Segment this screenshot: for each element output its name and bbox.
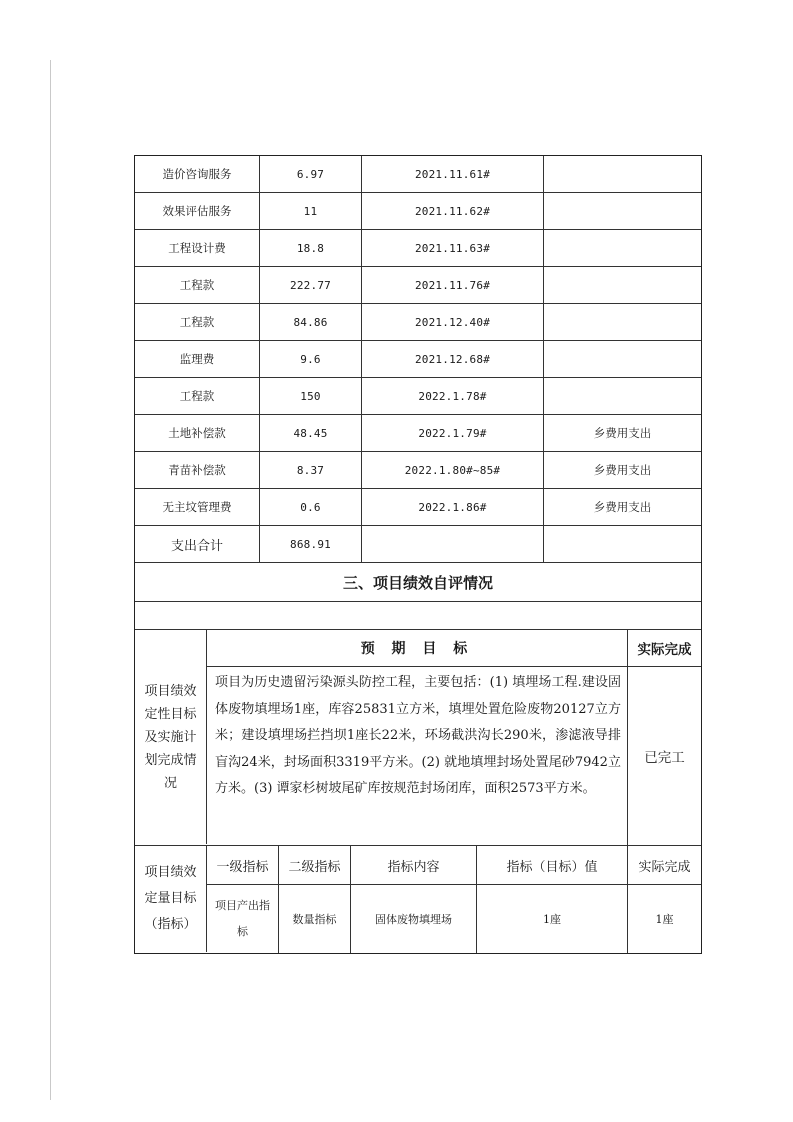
scan-margin-line [50,60,51,1100]
completion-status: 已完工 [644,750,685,766]
expense-amount: 0.6 [260,489,362,525]
blank-row [135,602,701,630]
table-row [135,415,701,452]
header-content: 指标内容 [351,846,477,884]
expense-item: 工程款 [135,304,260,340]
expense-amount: 11 [260,193,362,229]
expense-item: 无主坟管理费 [135,489,260,525]
qualitative-label: 项目绩效定性目标及实施计划完成情况 [135,630,207,844]
expense-item: 造价咨询服务 [135,156,260,192]
table-row [207,885,701,953]
expense-item: 工程设计费 [135,230,260,266]
level1-indicator: 项目产出指标 [207,885,279,953]
expense-note: 乡费用支出 [593,500,652,514]
total-label: 支出合计 [135,526,260,562]
actual-header: 实际完成 [628,630,701,667]
expense-voucher: 2021.11.76# [362,267,544,303]
expense-item: 工程款 [135,378,260,414]
expense-note [544,193,701,229]
expense-item: 青苗补偿款 [135,452,260,488]
expense-amount: 48.45 [260,415,362,451]
total-note [544,526,701,562]
section-title: 三、项目绩效自评情况 [135,563,701,602]
indicator-content: 固体废物填埋场 [351,885,477,953]
expense-note [544,304,701,340]
qualitative-actual [628,630,701,845]
expense-amount: 222.77 [260,267,362,303]
expense-amount: 84.86 [260,304,362,340]
expense-amount: 8.37 [260,452,362,488]
quantitative-table [207,846,701,953]
quantitative-header-row [207,846,701,885]
table-row [135,452,701,489]
indicator-actual: 1座 [655,913,674,926]
table-row [135,193,701,230]
header-target: 指标（目标）值 [477,846,628,884]
total-voucher [362,526,544,562]
table-row [135,341,701,378]
table-row [135,156,701,193]
quantitative-label: 项目绩效定量目标（指标） [135,846,207,952]
expense-amount: 9.6 [260,341,362,377]
expense-amount: 6.97 [260,156,362,192]
expense-note: 乡费用支出 [593,463,652,477]
expense-item: 工程款 [135,267,260,303]
expense-voucher: 2022.1.86# [362,489,544,525]
expense-voucher: 2022.1.78# [362,378,544,414]
level2-indicator: 数量指标 [279,885,351,953]
expense-voucher: 2022.1.79# [362,415,544,451]
expense-amount: 18.8 [260,230,362,266]
header-level1: 一级指标 [207,846,279,884]
expense-item: 效果评估服务 [135,193,260,229]
expense-note [544,341,701,377]
expense-note [544,267,701,303]
table-row [135,267,701,304]
expense-item: 土地补偿款 [135,415,260,451]
table-row [135,489,701,526]
header-actual: 实际完成 [638,859,691,875]
table-row [135,378,701,415]
expense-voucher: 2021.11.62# [362,193,544,229]
table-row [135,304,701,341]
total-row [135,526,701,563]
expense-note: 乡费用支出 [593,426,652,440]
expense-voucher: 2021.12.40# [362,304,544,340]
expense-note [544,230,701,266]
expense-voucher: 2021.12.68# [362,341,544,377]
total-amount: 868.91 [260,526,362,562]
expense-note [544,156,701,192]
expense-item: 监理费 [135,341,260,377]
expense-voucher: 2021.11.63# [362,230,544,266]
header-level2: 二级指标 [279,846,351,884]
expense-voucher: 2022.1.80#~85# [362,452,544,488]
expected-header: 预 期 目 标 [207,630,627,667]
expense-voucher: 2021.11.61# [362,156,544,192]
table-row [135,230,701,267]
qualitative-block [135,630,701,846]
project-description: 项目为历史遗留污染源头防控工程，主要包括：(1) 填埋场工程.建设固体废物填埋场1座，库容25831立方米，填埋处置危险废物20127立方米；建设填埋场拦挡坝1座长22米，环场截洪沟长290米，渗滤液导排盲沟24米，封场面积3319平方米。(2) 就地填埋封场处置尾砂7942立方米。(3) 谭家杉树坡尾矿库按规范封场闭库，面积2573平方米。 [215,675,621,796]
quantitative-block [135,846,701,953]
expense-note [544,378,701,414]
expense-amount: 150 [260,378,362,414]
qualitative-expected [207,630,628,845]
indicator-target: 1座 [477,885,628,953]
performance-report-table [134,155,702,954]
